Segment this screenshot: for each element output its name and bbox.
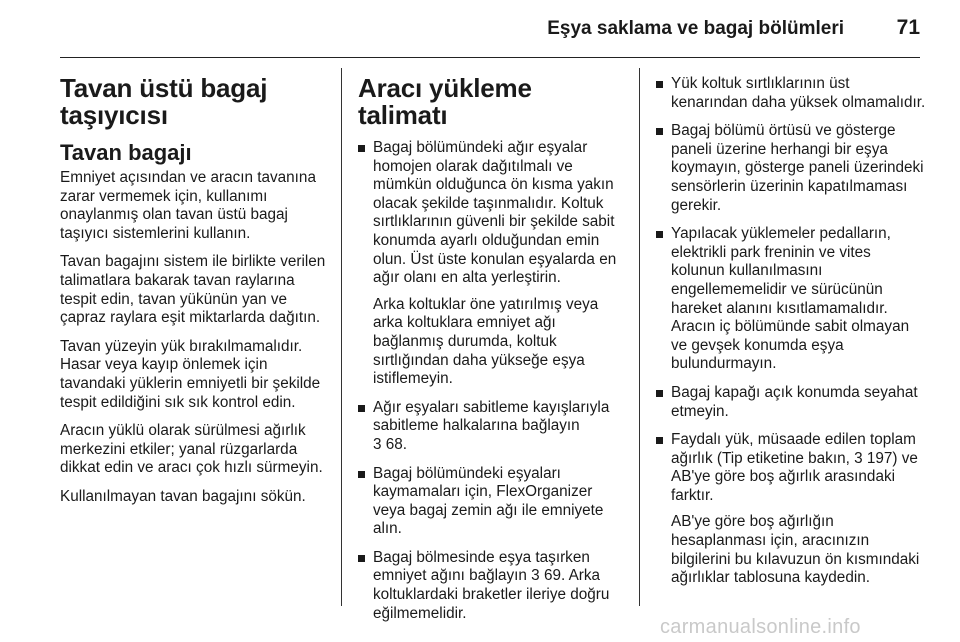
list-item	[358, 465, 628, 539]
list-item-text: Bagaj bölümündeki ağır eşyalar homojen olarak dağıtılmalı ve mümkün olduğunca ön kısma yakın olacak şekilde taşınmalıdır. Koltuk sırtlıklarının güvenli bir şekilde sabit konumda ayarlı olduğundan emin olun. Üst üste konulan eşyalarda en ağır olanı en alta yerleştirin.	[373, 139, 617, 287]
bullet-icon	[358, 405, 365, 412]
bullet-icon	[358, 145, 365, 152]
page-reference[interactable]: 69.	[543, 567, 566, 585]
page-header	[0, 0, 960, 58]
list-item	[656, 384, 926, 421]
column-3	[656, 75, 926, 598]
list-item	[656, 75, 926, 112]
bullet-icon	[656, 437, 663, 444]
list-item	[656, 122, 926, 215]
section-heading: Tavan üstü bagaj taşıyıcısı	[60, 73, 268, 130]
list-item	[358, 399, 628, 455]
paragraph: Kullanılmayan tavan bagajını sökün.	[60, 487, 306, 505]
paragraph: Tavan bagajını sistem ile birlikte verilen talimatlara bakarak tavan raylarına tespit edin, tavan yükünün yan ve çapraz raylara eşit miktarlarda dağıtın.	[60, 253, 326, 327]
page-ref-arrow-icon[interactable]: 3	[531, 567, 540, 585]
section-heading: Aracı yükleme talimatı	[358, 73, 532, 130]
list-item	[358, 139, 628, 389]
bullet-icon	[656, 390, 663, 397]
paragraph: Tavan yüzeyin yük bırakılmamalıdır. Hasar veya kayıp önlemek için tavandaki yüklerin emniyetli bir şekilde tespit edildiğini sık sık kontrol edin.	[60, 337, 321, 411]
column-divider	[341, 68, 342, 606]
paragraph: Emniyet açısından ve aracın tavanına zarar vermemek için, kullanımı onaylanmış olan tavan üstü bagaj taşıyıcı sistemlerini kullanın.	[60, 169, 316, 242]
list-item	[358, 549, 628, 623]
bullet-list	[656, 75, 926, 588]
bullet-icon	[656, 231, 663, 238]
list-item-text: Bagaj bölümündeki eşyaları kaymamaları için, FlexOrganizer veya bagaj zemin ağı ile emniyete alın.	[373, 464, 604, 538]
column-2	[358, 75, 628, 633]
list-item	[656, 431, 926, 588]
list-item-subparagraph: AB'ye göre boş ağırlığın hesaplanması için, aracınızın bilgilerini bu kılavuzun ön kısmındaki ağırlıklar tablosuna kaydedin.	[671, 513, 920, 587]
page-reference[interactable]: 68.	[385, 435, 408, 453]
column-1	[60, 75, 328, 517]
list-item-text: Bagaj bölmesinde eşya taşırken emniyet ağını bağlayın	[373, 548, 590, 585]
list-item-text: Yük koltuk sırtlıklarının üst kenarından daha yüksek olmamalıdır.	[671, 75, 926, 111]
subsection-heading: Tavan bagajı	[60, 140, 192, 165]
paragraph: Aracın yüklü olarak sürülmesi ağırlık merkezini etkiler; yanal rüzgarlarda dikkat edin ve aracı çok hızlı sürmeyin.	[60, 422, 323, 477]
page-number: 71	[896, 16, 920, 39]
list-item-text: Faydalı yük, müsaade edilen toplam ağırlık (Tip etiketine bakın,	[671, 431, 916, 467]
bullet-icon	[656, 128, 663, 135]
list-item-text: Ağır eşyaları sabitleme kayışlarıyla sabitleme halkalarına bağlayın	[373, 398, 610, 435]
list-item-text: Yapılacak yüklemeler pedalların, elektrikli park freninin ve vites kolunun kullanılmasını engellememelidir ve sürücünün hareket alanını kısıtlamamalıdır. Aracın iç bölümünde sabit olmayan ve gevşek konumda eşya bulundurmayın.	[671, 225, 910, 373]
bullet-list	[358, 139, 628, 623]
page-reference[interactable]: 197) ve AB'ye göre boş ağırlık arasındaki farktır.	[671, 449, 918, 504]
watermark: carmanualsonline.info	[660, 616, 861, 638]
list-item	[656, 225, 926, 374]
page-ref-arrow-icon[interactable]: 3	[373, 435, 382, 453]
section-title: Eşya saklama ve bagaj bölümleri	[547, 18, 844, 39]
list-item-subparagraph: Arka koltuklar öne yatırılmış veya arka koltuklara emniyet ağı bağlanmış durumda, koltuk sırtlığından daha yükseğe eşya istiflemeyin.	[373, 295, 599, 388]
column-divider	[639, 68, 640, 606]
page-ref-arrow-icon[interactable]: 3	[854, 449, 863, 467]
list-item-text: Bagaj bölümü örtüsü ve gösterge paneli üzerine herhangi bir eşya koymayın, gösterge paneli üzerindeki sensörlerin üzerinin kapatılmaması gerekir.	[671, 122, 924, 214]
header-divider	[60, 57, 920, 58]
bullet-icon	[358, 471, 365, 478]
bullet-icon	[358, 555, 365, 562]
list-item-text: Arka koltuklardaki braketler ileriye doğru eğilmemelidir.	[373, 567, 610, 622]
list-item-text: Bagaj kapağı açık konumda seyahat etmeyin.	[671, 383, 918, 420]
bullet-icon	[656, 81, 663, 88]
